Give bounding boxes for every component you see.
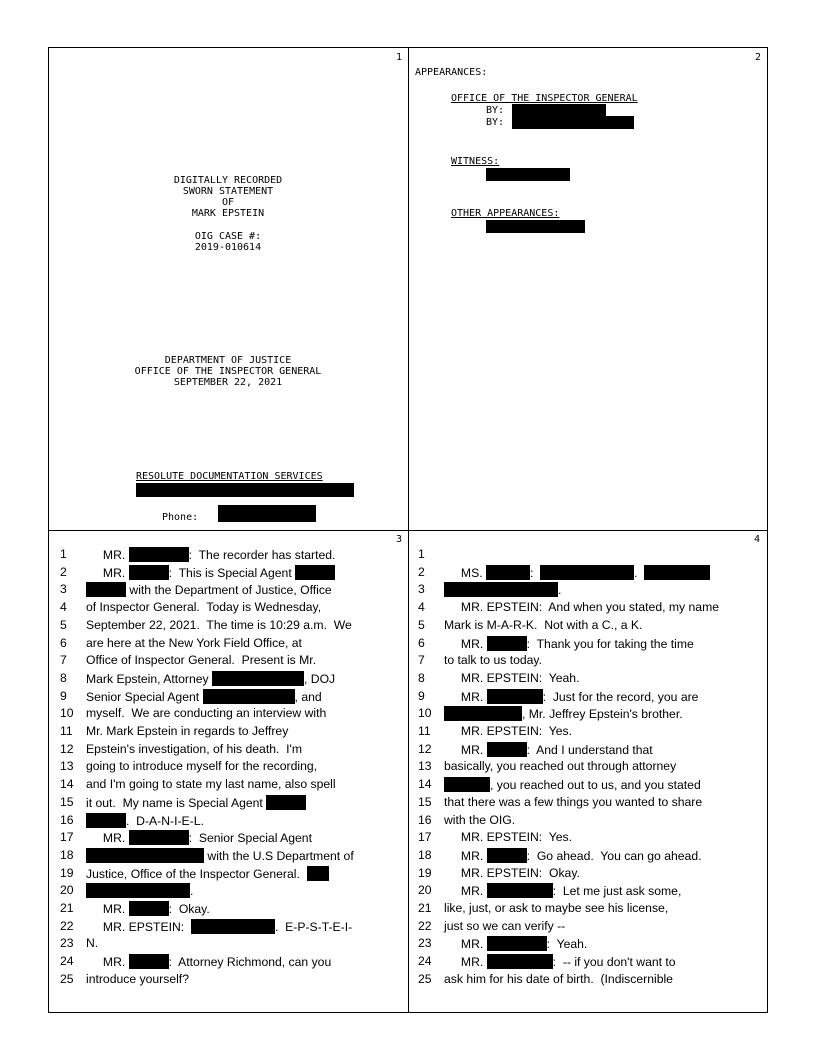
line-text: MR. : Let me just ask some, [444, 884, 682, 899]
line-text: MR. : Senior Special Agent [86, 831, 312, 846]
oig-heading: OFFICE OF THE INSPECTOR GENERAL [451, 93, 638, 104]
redaction-block [191, 919, 275, 934]
line-number: 3 [418, 582, 425, 597]
redaction-block [487, 689, 543, 704]
line-text: it out. My name is Special Agent [86, 795, 306, 810]
line-text: MR. EPSTEIN: Yes. [444, 724, 573, 738]
redaction-block [129, 547, 189, 562]
redaction-block [212, 671, 304, 686]
line-number: 23 [60, 936, 74, 951]
line-text: just so we can verify -- [444, 918, 566, 933]
line-number: 6 [418, 635, 425, 650]
line-number: 24 [418, 954, 432, 969]
case-number: 2019-010614 [194, 242, 262, 253]
redaction-block [487, 848, 527, 863]
line-text: MR. : -- if you don't want to [444, 955, 676, 970]
service-name: RESOLUTE DOCUMENTATION SERVICES [136, 471, 323, 482]
redaction-block [486, 168, 570, 181]
line-number: 22 [60, 918, 74, 933]
line-number: 6 [60, 635, 67, 650]
line-text: are here at the New York Field Office, at [86, 635, 302, 650]
redaction-block [644, 565, 710, 580]
line-number: 5 [60, 617, 67, 632]
line-text: and I'm going to state my last name, also spell [86, 777, 336, 792]
line-number: 21 [418, 901, 432, 915]
redaction-block [129, 901, 169, 916]
line-number: 20 [418, 883, 432, 898]
line-number: 13 [418, 759, 432, 774]
line-number: 17 [60, 830, 74, 845]
line-text: MR. EPSTEIN: And when you stated, my name [444, 600, 720, 615]
redaction-block [487, 936, 547, 951]
line-text: MR. : And I understand that [444, 742, 653, 757]
line-text: Justice, Office of the Inspector General. [86, 866, 329, 881]
phone-label: Phone: [162, 512, 199, 523]
redaction-block [86, 848, 204, 863]
redaction-block [86, 582, 126, 597]
line-number: 2 [60, 564, 67, 579]
line-text: MR. : This is Special Agent [86, 565, 335, 580]
line-number: 10 [60, 706, 74, 721]
page-number: 2 [755, 52, 762, 63]
agency-line: OFFICE OF THE INSPECTOR GENERAL [134, 366, 322, 377]
line-text: that there was a few things you wanted to share [444, 794, 703, 809]
line-text: , Mr. Jeffrey Epstein's brother. [444, 706, 683, 721]
redaction-block [203, 689, 295, 704]
page-4-transcript [418, 547, 766, 997]
line-text: MR. EPSTEIN: Yes. [444, 830, 573, 845]
line-number: 9 [418, 688, 425, 703]
line-number: 1 [418, 547, 425, 561]
line-number: 22 [418, 918, 432, 933]
line-text: basically, you reached out through attorney [444, 759, 677, 774]
line-number: 15 [418, 794, 432, 809]
line-number: 20 [60, 883, 74, 898]
line-number: 15 [60, 794, 74, 809]
line-number: 14 [418, 777, 432, 792]
line-number: 18 [60, 847, 74, 862]
line-number: 19 [60, 865, 74, 880]
redaction-block [129, 954, 169, 969]
line-text: with the Department of Justice, Office [86, 582, 332, 597]
line-number: 17 [418, 830, 432, 845]
line-text: . D-A-N-I-E-L. [86, 813, 204, 828]
redaction-block [540, 565, 634, 580]
line-text: MR. : Yeah. [444, 937, 588, 952]
title-line: MARK EPSTEIN [191, 208, 265, 219]
page-number: 4 [754, 534, 761, 545]
line-text: like, just, or ask to maybe see his license, [444, 901, 669, 915]
redaction-block [487, 954, 553, 969]
line-number: 21 [60, 901, 74, 915]
title-line: OF [221, 197, 235, 208]
line-number: 2 [418, 564, 425, 579]
row-divider [48, 530, 768, 531]
line-number: 11 [60, 724, 73, 738]
redaction-block [512, 116, 634, 129]
redaction-block [444, 777, 490, 792]
line-number: 19 [418, 865, 432, 880]
line-text: MR. : Thank you for taking the time [444, 636, 694, 651]
title-line: DIGITALLY RECORDED [173, 175, 283, 186]
agency-line: SEPTEMBER 22, 2021 [173, 377, 283, 388]
line-number: 4 [60, 600, 67, 615]
line-number: 4 [418, 600, 425, 615]
by-label: BY: [486, 105, 505, 116]
redaction-block [266, 795, 306, 810]
agency-line: DEPARTMENT OF JUSTICE [164, 355, 292, 366]
line-text: , you reached out to us, and you stated [444, 777, 701, 792]
line-number: 9 [60, 688, 67, 703]
line-number: 24 [60, 954, 74, 969]
redaction-block [487, 636, 527, 651]
redaction-block [218, 505, 316, 522]
line-number: 11 [418, 724, 431, 738]
line-text: Mr. Mark Epstein in regards to Jeffrey [86, 724, 289, 738]
line-number: 12 [60, 741, 74, 756]
line-text: of Inspector General. Today is Wednesday, [86, 600, 322, 615]
redaction-block [486, 565, 530, 580]
redaction-block [487, 742, 527, 757]
line-number: 16 [60, 812, 74, 827]
line-text: MR. : Attorney Richmond, can you [86, 955, 332, 970]
witness-heading: WITNESS: [451, 156, 500, 167]
line-text: ask him for his date of birth. (Indiscernible [444, 971, 673, 986]
line-text: with the U.S Department of [86, 848, 354, 863]
line-text: Epstein's investigation, of his death. I'm [86, 741, 303, 756]
line-number: 3 [60, 582, 67, 597]
line-number: 25 [60, 971, 74, 986]
line-text: MR. EPSTEIN: Yeah. [444, 670, 580, 685]
page-number: 3 [396, 534, 403, 545]
line-text: going to introduce myself for the recording, [86, 759, 318, 774]
redaction-block [444, 706, 522, 721]
line-number: 1 [60, 547, 67, 561]
line-number: 7 [60, 653, 67, 668]
redaction-block [307, 866, 329, 881]
redaction-block [444, 582, 558, 597]
redaction-block [129, 565, 169, 580]
redaction-block [486, 220, 585, 233]
line-text: Senior Special Agent , and [86, 689, 322, 704]
line-number: 10 [418, 706, 432, 721]
line-text: Mark Epstein, Attorney , DOJ [86, 671, 336, 686]
case-label: OIG CASE #: [194, 231, 262, 242]
line-text: MR. EPSTEIN: Okay. [444, 865, 580, 880]
line-text: myself. We are conducting an interview with [86, 706, 327, 721]
line-number: 25 [418, 971, 432, 986]
line-text: MR. : The recorder has started. [86, 548, 336, 562]
line-number: 16 [418, 812, 432, 827]
page-number: 1 [396, 52, 403, 63]
line-text: MR. : Okay. [86, 902, 210, 916]
agency-block [48, 355, 408, 388]
line-number: 8 [418, 670, 425, 685]
line-number: 23 [418, 936, 432, 951]
redaction-block [129, 830, 189, 845]
line-text: MR. : Go ahead. You can go ahead. [444, 848, 702, 863]
line-text: MR. : Just for the record, you are [444, 689, 699, 704]
line-number: 5 [418, 617, 425, 632]
line-number: 14 [60, 777, 74, 792]
line-text: introduce yourself? [86, 971, 189, 986]
line-text: . [86, 883, 193, 898]
line-text: September 22, 2021. The time is 10:29 a.m. We [86, 617, 352, 632]
by-label: BY: [486, 117, 505, 128]
line-number: 12 [418, 741, 432, 756]
line-text: with the OIG. [444, 812, 516, 827]
redaction-block [86, 883, 190, 898]
line-text: MR. EPSTEIN: . E-P-S-T-E-I- [86, 919, 353, 934]
title-line: SWORN STATEMENT [182, 186, 274, 197]
line-text: N. [86, 936, 99, 951]
line-text: . [444, 582, 561, 597]
line-number: 13 [60, 759, 74, 774]
redaction-block [295, 565, 335, 580]
statement-title [48, 175, 408, 253]
redaction-block [136, 483, 354, 497]
line-number: 18 [418, 847, 432, 862]
line-number: 8 [60, 670, 67, 685]
redaction-block [487, 883, 553, 898]
line-text: Office of Inspector General. Present is Mr. [86, 653, 317, 668]
line-text: MS. : . [444, 565, 710, 580]
redaction-block [86, 813, 126, 828]
line-number: 7 [418, 653, 425, 668]
page-3-transcript [60, 547, 406, 997]
appearances-heading: APPEARANCES: [415, 67, 488, 78]
line-text: Mark is M-A-R-K. Not with a C., a K. [444, 617, 643, 632]
other-appearances-heading: OTHER APPEARANCES: [451, 208, 560, 219]
line-text: to talk to us today. [444, 653, 543, 668]
